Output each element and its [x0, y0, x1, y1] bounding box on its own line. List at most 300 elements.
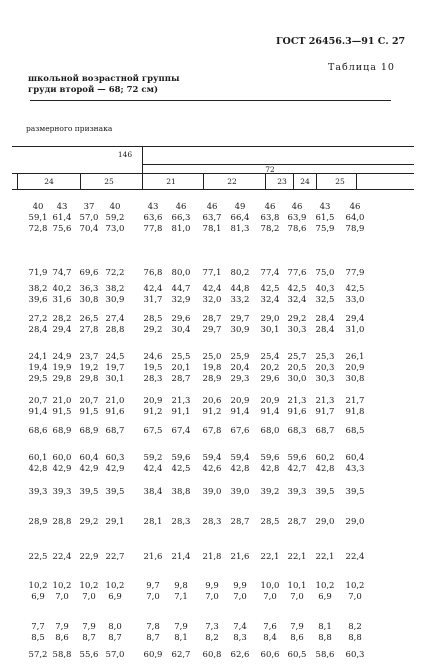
cell-value: 8,2	[205, 633, 219, 643]
table-cell	[50, 650, 74, 661]
cell-value: 68,3	[287, 426, 307, 436]
table-cell	[26, 552, 50, 563]
cell-value: 9,9	[233, 581, 247, 591]
divider-4	[203, 173, 204, 189]
cell-value: 23,7	[79, 352, 99, 362]
cell-value: 7,0	[55, 592, 69, 602]
column-header: 21	[166, 177, 176, 186]
table-cell	[103, 268, 127, 279]
table-cell	[50, 268, 74, 279]
table-cell	[228, 314, 252, 336]
table-cell	[103, 453, 127, 475]
table-cell	[228, 426, 252, 437]
cell-value: 76,8	[143, 268, 163, 278]
cell-value: 42,7	[287, 464, 307, 474]
cell-value: 28,9	[28, 517, 48, 527]
table-cell	[50, 581, 74, 603]
cell-value: 7,8	[146, 622, 160, 632]
cell-value: 20,6	[202, 396, 222, 406]
cell-value: 59,1	[28, 213, 48, 223]
cell-value: 30,3	[287, 325, 307, 335]
table-cell	[285, 426, 309, 437]
cell-value: 21,3	[315, 396, 335, 406]
cell-value: 60,3	[105, 453, 125, 463]
divider-1	[17, 173, 18, 189]
cell-value: 42,4	[143, 464, 163, 474]
cell-value: 44,7	[171, 284, 191, 294]
table-cell	[103, 581, 127, 603]
table-cell	[200, 284, 224, 306]
cell-value: 28,7	[230, 517, 250, 527]
table-cell	[26, 453, 50, 475]
cell-value: 62,6	[230, 650, 250, 660]
cell-value: 58,6	[315, 650, 335, 660]
cell-value: 7,0	[82, 592, 96, 602]
cell-value: 29,5	[28, 374, 48, 384]
cell-value: 29,3	[230, 374, 250, 384]
cell-value: 25,0	[202, 352, 222, 362]
table-cell	[313, 650, 337, 661]
table-cell	[141, 650, 165, 661]
table-cell	[50, 314, 74, 336]
cell-value: 10,2	[28, 581, 48, 591]
cell-value: 38,8	[171, 487, 191, 497]
table-cell	[103, 314, 127, 336]
table-cell	[77, 284, 101, 306]
table-cell	[258, 552, 282, 563]
cell-value: 91,4	[230, 407, 250, 417]
cell-value: 28,5	[143, 314, 163, 324]
table-cell	[77, 487, 101, 498]
cell-value: 10,1	[287, 581, 307, 591]
cell-value: 70,4	[79, 224, 99, 234]
cell-value: 8,4	[263, 633, 277, 643]
cell-value: 77,8	[143, 224, 163, 234]
cell-value: 8,0	[108, 622, 122, 632]
table-cell	[103, 650, 127, 661]
cell-value: 21,6	[143, 552, 163, 562]
table-cell	[141, 352, 165, 385]
subtitle-line-2: груди второй — 68; 72 см)	[28, 85, 158, 95]
table-cell	[200, 650, 224, 661]
table-cell	[258, 396, 282, 418]
cell-value: 21,8	[202, 552, 222, 562]
cell-value: 29,1	[105, 517, 125, 527]
table-cell	[77, 396, 101, 418]
cell-value: 75,9	[315, 224, 335, 234]
cell-value: 20,7	[79, 396, 99, 406]
table-cell	[141, 396, 165, 418]
cell-value: 7,4	[233, 622, 247, 632]
table-cell	[313, 622, 337, 644]
cell-value: 36,3	[79, 284, 99, 294]
cell-value: 32,0	[202, 295, 222, 305]
cell-value: 28,8	[52, 517, 72, 527]
cell-value: 61,5	[315, 213, 335, 223]
cell-value: 91,5	[52, 407, 72, 417]
cell-value: 19,8	[202, 363, 222, 373]
table-cell	[313, 517, 337, 528]
cell-value: 8,8	[318, 633, 332, 643]
table-cell	[343, 453, 367, 475]
table-cell	[169, 314, 193, 336]
cell-value: 42,9	[52, 464, 72, 474]
table-cell	[169, 487, 193, 498]
cell-value: 30,8	[79, 295, 99, 305]
table-cell	[103, 622, 127, 644]
table-cell	[228, 581, 252, 603]
table-cell	[169, 517, 193, 528]
cell-value: 28,3	[202, 517, 222, 527]
cell-value: 91,2	[143, 407, 163, 417]
cell-value: 67,5	[143, 426, 163, 436]
cell-value: 59,6	[171, 453, 191, 463]
cell-value: 30,1	[105, 374, 125, 384]
cell-value: 10,2	[105, 581, 125, 591]
table-cell	[103, 284, 127, 306]
cell-value: 24,1	[28, 352, 48, 362]
cell-value: 7,9	[174, 622, 188, 632]
cell-value: 29,0	[315, 517, 335, 527]
cell-value: 20,9	[143, 396, 163, 406]
cell-value: 28,5	[260, 517, 280, 527]
cell-value: 24,9	[52, 352, 72, 362]
table-cell	[258, 581, 282, 603]
cell-value: 80,0	[171, 268, 191, 278]
table-cell	[103, 352, 127, 385]
table-cell	[141, 487, 165, 498]
table-cell	[141, 581, 165, 603]
cell-value: 42,8	[230, 464, 250, 474]
table-cell	[169, 426, 193, 437]
cell-value: 67,4	[171, 426, 191, 436]
table-cell	[77, 268, 101, 279]
cell-value: 91,8	[345, 407, 365, 417]
cell-value: 91,5	[79, 407, 99, 417]
table-cell	[285, 552, 309, 563]
table-cell	[50, 622, 74, 644]
table-cell	[343, 396, 367, 418]
cell-value: 78,1	[202, 224, 222, 234]
cell-value: 42,8	[260, 464, 280, 474]
table-cell	[50, 517, 74, 528]
cell-value: 30,4	[171, 325, 191, 335]
table-subtitle	[28, 74, 179, 96]
cell-value: 61,4	[52, 213, 72, 223]
cell-value: 21,0	[52, 396, 72, 406]
table-cell	[200, 202, 224, 235]
group-header-146: 146	[117, 150, 133, 159]
divider-2	[80, 173, 81, 189]
table-cell	[285, 314, 309, 336]
cell-value: 77,1	[202, 268, 222, 278]
cell-value: 60,2	[315, 453, 335, 463]
table-cell	[313, 352, 337, 385]
cell-value: 25,5	[171, 352, 191, 362]
cell-value: 68,6	[28, 426, 48, 436]
table-cell	[285, 487, 309, 498]
table-cell	[26, 396, 50, 418]
table-cell	[343, 314, 367, 336]
standard-header: ГОСТ 26456.3—91 С. 27	[276, 36, 406, 47]
cell-value: 73,0	[105, 224, 125, 234]
cell-value: 31,6	[52, 295, 72, 305]
cell-value: 66,4	[230, 213, 250, 223]
cell-value: 67,8	[202, 426, 222, 436]
cell-value: 7,6	[263, 622, 277, 632]
cell-value: 30,8	[345, 374, 365, 384]
cell-value: 57,0	[105, 650, 125, 660]
table-cell	[200, 552, 224, 563]
cell-value: 29,2	[143, 325, 163, 335]
cell-value: 77,9	[345, 268, 365, 278]
cell-value: 28,7	[287, 517, 307, 527]
cell-value: 31,7	[143, 295, 163, 305]
cell-value: 42,9	[105, 464, 125, 474]
cell-value: 40	[32, 202, 44, 212]
cell-value: 8,7	[146, 633, 160, 643]
cell-value: 21,6	[230, 552, 250, 562]
cell-value: 7,0	[263, 592, 277, 602]
table-cell	[313, 202, 337, 235]
table-cell	[77, 352, 101, 385]
table-cell	[258, 650, 282, 661]
cell-value: 60,0	[52, 453, 72, 463]
table-cell	[200, 622, 224, 644]
cell-value: 28,4	[28, 325, 48, 335]
cell-value: 42,5	[287, 284, 307, 294]
cell-value: 75,6	[52, 224, 72, 234]
table-cell	[26, 426, 50, 437]
cell-value: 39,5	[79, 487, 99, 497]
table-cell	[228, 453, 252, 475]
cell-value: 39,0	[230, 487, 250, 497]
table-cell	[200, 352, 224, 385]
cell-value: 59,4	[202, 453, 222, 463]
table-label: Таблица 10	[328, 62, 395, 73]
cell-value: 7,0	[233, 592, 247, 602]
table-cell	[343, 487, 367, 498]
cell-value: 38,2	[105, 284, 125, 294]
column-header: 24	[44, 177, 54, 186]
table-cell	[103, 517, 127, 528]
table-cell	[26, 622, 50, 644]
cell-value: 68,5	[345, 426, 365, 436]
cell-value: 63,8	[260, 213, 280, 223]
cell-value: 60,8	[202, 650, 222, 660]
cell-value: 39,3	[28, 487, 48, 497]
cell-value: 7,0	[290, 592, 304, 602]
cell-value: 25,9	[230, 352, 250, 362]
cell-value: 32,4	[260, 295, 280, 305]
cell-value: 38,4	[143, 487, 163, 497]
cell-value: 59,2	[143, 453, 163, 463]
cell-value: 72,8	[28, 224, 48, 234]
cell-value: 20,2	[260, 363, 280, 373]
table-cell	[285, 396, 309, 418]
table-cell	[26, 284, 50, 306]
cell-value: 68,7	[105, 426, 125, 436]
table-cell	[26, 517, 50, 528]
table-cell	[258, 202, 282, 235]
table-cell	[258, 487, 282, 498]
cell-value: 28,2	[52, 314, 72, 324]
table-cell	[343, 426, 367, 437]
cell-value: 8,6	[290, 633, 304, 643]
table-cell	[77, 453, 101, 475]
cell-value: 59,6	[287, 453, 307, 463]
cell-value: 39,2	[260, 487, 280, 497]
cell-value: 42,4	[143, 284, 163, 294]
cell-value: 39,6	[28, 295, 48, 305]
cell-value: 91,2	[202, 407, 222, 417]
table-cell	[343, 622, 367, 644]
table-cell	[77, 581, 101, 603]
cell-value: 29,0	[345, 517, 365, 527]
cell-value: 29,4	[52, 325, 72, 335]
table-cell	[200, 581, 224, 603]
cell-value: 40	[109, 202, 121, 212]
table-cell	[285, 202, 309, 235]
column-header: 25	[104, 177, 114, 186]
table-cell	[169, 552, 193, 563]
subtitle-line-1: школьной возрастной группы	[28, 74, 180, 84]
cell-value: 10,0	[260, 581, 280, 591]
column-header: 25	[335, 177, 345, 186]
table-cell	[343, 284, 367, 306]
cell-value: 74,7	[52, 268, 72, 278]
cell-value: 8,7	[108, 633, 122, 643]
cell-value: 42,8	[315, 464, 335, 474]
cell-value: 75,0	[315, 268, 335, 278]
table-cell	[343, 517, 367, 528]
cell-value: 8,1	[318, 622, 332, 632]
table-cell	[77, 202, 101, 235]
cell-value: 29,6	[260, 374, 280, 384]
table-cell	[103, 202, 127, 235]
cell-value: 46	[264, 202, 276, 212]
cell-value: 7,9	[290, 622, 304, 632]
cell-value: 10,2	[315, 581, 335, 591]
cell-value: 29,8	[52, 374, 72, 384]
table-cell	[50, 487, 74, 498]
cell-value: 40,3	[315, 284, 335, 294]
cell-value: 91,6	[287, 407, 307, 417]
rule-subheader	[12, 173, 414, 174]
cell-value: 6,9	[318, 592, 332, 602]
cell-value: 7,3	[205, 622, 219, 632]
column-note: размерного признака	[26, 124, 113, 133]
table-cell	[285, 622, 309, 644]
table-cell	[50, 552, 74, 563]
cell-value: 39,3	[287, 487, 307, 497]
cell-value: 22,1	[287, 552, 307, 562]
cell-value: 42,8	[28, 464, 48, 474]
cell-value: 28,7	[171, 374, 191, 384]
table-cell	[313, 284, 337, 306]
table-cell	[50, 284, 74, 306]
cell-value: 20,1	[171, 363, 191, 373]
table-cell	[228, 650, 252, 661]
cell-value: 30,3	[315, 374, 335, 384]
cell-value: 19,2	[79, 363, 99, 373]
cell-value: 8,7	[82, 633, 96, 643]
cell-value: 10,2	[345, 581, 365, 591]
cell-value: 29,7	[202, 325, 222, 335]
cell-value: 31,0	[345, 325, 365, 335]
cell-value: 32,9	[171, 295, 191, 305]
cell-value: 22,1	[315, 552, 335, 562]
table-cell	[258, 284, 282, 306]
table-cell	[285, 284, 309, 306]
cell-value: 25,7	[287, 352, 307, 362]
cell-value: 72,2	[105, 268, 125, 278]
cell-value: 10,2	[79, 581, 99, 591]
table-cell	[200, 314, 224, 336]
cell-value: 22,4	[345, 552, 365, 562]
table-cell	[343, 552, 367, 563]
table-cell	[285, 581, 309, 603]
cell-value: 67,6	[230, 426, 250, 436]
cell-value: 77,4	[260, 268, 280, 278]
cell-value: 40,2	[52, 284, 72, 294]
table-cell	[26, 314, 50, 336]
cell-value: 39,5	[345, 487, 365, 497]
table-cell	[228, 284, 252, 306]
table-cell	[141, 202, 165, 235]
cell-value: 19,4	[28, 363, 48, 373]
cell-value: 69,6	[79, 268, 99, 278]
table-cell	[228, 202, 252, 235]
table-cell	[169, 396, 193, 418]
table-cell	[285, 453, 309, 475]
cell-value: 91,6	[105, 407, 125, 417]
table-cell	[200, 268, 224, 279]
table-cell	[258, 517, 282, 528]
cell-value: 29,4	[345, 314, 365, 324]
cell-value: 59,4	[230, 453, 250, 463]
table-cell	[285, 268, 309, 279]
table-cell	[77, 314, 101, 336]
cell-value: 29,2	[287, 314, 307, 324]
cell-value: 64,0	[345, 213, 365, 223]
cell-value: 38,2	[28, 284, 48, 294]
table-cell	[141, 453, 165, 475]
cell-value: 8,8	[348, 633, 362, 643]
cell-value: 46	[291, 202, 303, 212]
cell-value: 60,5	[287, 650, 307, 660]
cell-value: 80,2	[230, 268, 250, 278]
cell-value: 20,9	[230, 396, 250, 406]
cell-value: 42,5	[171, 464, 191, 474]
cell-value: 30,9	[230, 325, 250, 335]
cell-value: 42,5	[345, 284, 365, 294]
cell-value: 20,9	[260, 396, 280, 406]
cell-value: 21,4	[171, 552, 191, 562]
table-cell	[169, 453, 193, 475]
cell-value: 6,9	[31, 592, 45, 602]
cell-value: 29,7	[230, 314, 250, 324]
cell-value: 42,4	[202, 284, 222, 294]
table-cell	[228, 552, 252, 563]
cell-value: 28,4	[315, 325, 335, 335]
table-cell	[200, 396, 224, 418]
cell-value: 7,0	[348, 592, 362, 602]
rule-top	[30, 100, 391, 101]
cell-value: 19,7	[105, 363, 125, 373]
cell-value: 28,3	[171, 517, 191, 527]
column-header: 22	[227, 177, 237, 186]
